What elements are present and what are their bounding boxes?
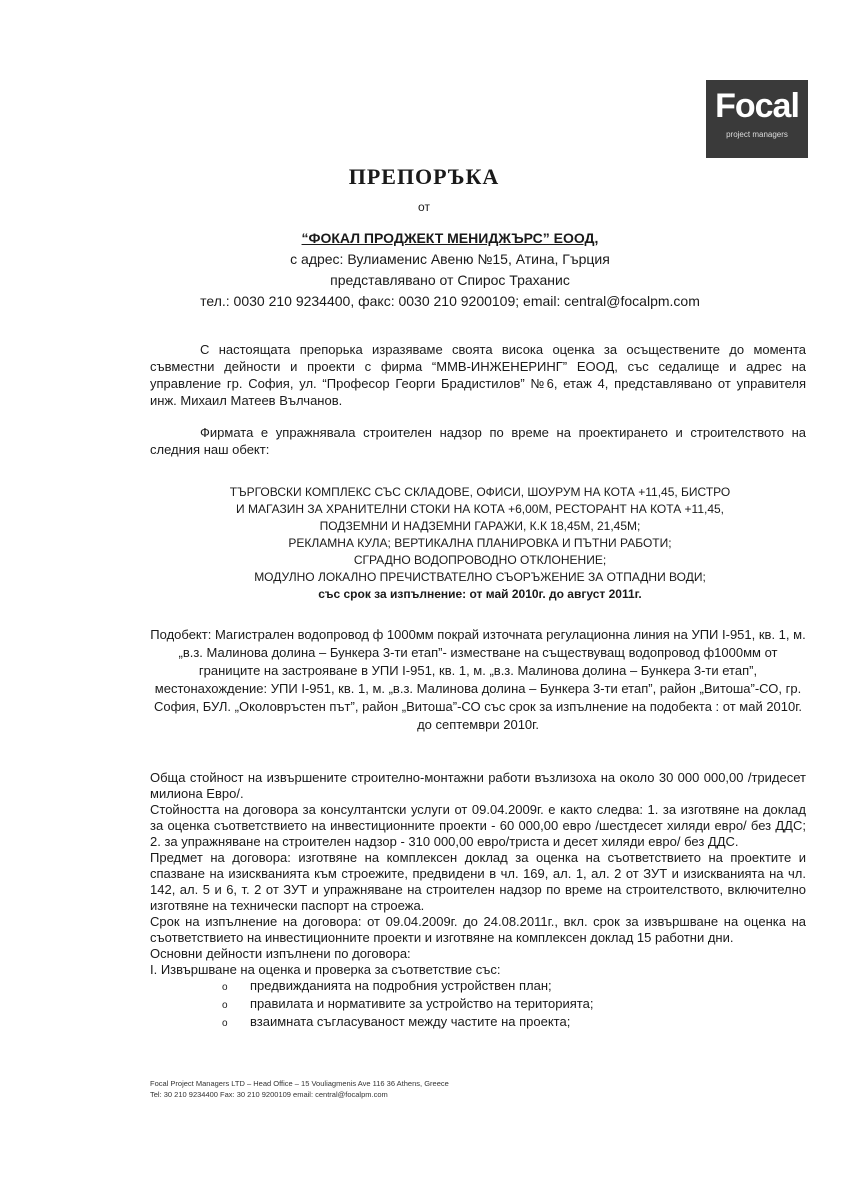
footer-contacts: Tel: 30 210 9234400 Fax: 30 210 9200109 email: central@focalpm.com: [150, 1090, 388, 1099]
total-value-paragraph: Обща стойност на извършените строително-монтажни работи възлизоха на около 30 000 000,00 /тридесет милиона Евро/.: [150, 770, 806, 801]
object-line: ПОДЗЕМНИ И НАДЗЕМНИ ГАРАЖИ, К.К 18,45М, 21,45М;: [319, 519, 641, 533]
list-item: [222, 978, 806, 996]
company-logo: [706, 80, 808, 158]
contract-term-paragraph: Срок на изпълнение на договора: от 09.04.2009г. до 24.08.2011г., вкл. срок за извършване на оценка на съответствието на инвестиционните проекти и изготвяне на комплексен доклад 15 работни дни.: [150, 914, 806, 945]
object-description: [180, 484, 780, 603]
sender-address: с адрес: Вулиаменис Авеню №15, Атина, Гърция: [290, 251, 610, 267]
object-line: СГРАДНО ВОДОПРОВОДНО ОТКЛОНЕНИЕ;: [353, 553, 607, 567]
footer-address: Focal Project Managers LTD – Head Office – 15 Vouliagmenis Ave 116 36 Athens, Greece: [150, 1079, 449, 1088]
letterhead-footer: [150, 1078, 806, 1100]
contract-value-paragraph: Стойността на договора за консултантски услуги от 09.04.2009г. е както следва: 1. за изготвяне на доклад за оценка съответствието на инвестиционните проекти - 60 000,00 евро /шестдесет хиляди евро/ без ДДС; 2. за упражняване на строителен надзор - 310 000,00 евро/триста и десет хиляди евро/ без ДДС.: [150, 802, 806, 849]
document-title: ПРЕПОРЪКА: [348, 164, 500, 189]
subobject-paragraph: Подобект: Магистрален водопровод ф 1000мм покрай източната регулационна линия на УПИ I-951, кв. 1, м. „в.з. Малинова долина – Бункера 3-ти етап”- изместване на съществуващ водопровод ф1000мм от границите на застрояване в УПИ I-951, кв. 1, м. „в.з. Малинова долина – Бункера 3-ти етап”, местонахождение: УПИ I-951, кв. 1, м. „в.з. Малинова долина – Бункера 3-ти етап”, район „Витоша”-СО, гр. София, БУЛ. „Околовръстен път”, район „Витоша”-СО със срок за изпълнение на подобекта : от май 2010г. до септември 2010г.: [150, 627, 806, 732]
from-label: от: [418, 200, 430, 214]
contract-subject-paragraph: Предмет на договора: изготвяне на комплексен доклад за оценка на съответствието на проектите и спазване на изискванията към строежите, предвидени в чл. 169, ал. 1, ал. 2 от ЗУТ и изискванията на чл. 142, ал. 5 и 6, т. 2 от ЗУТ и упражняване на строителен надзор по време на строителството, включително изготвяне на технически паспорт на строежа.: [150, 850, 806, 913]
supervision-paragraph: Фирмата е упражнявала строителен надзор по време на проектирането и строителството на следния наш обект:: [150, 425, 806, 457]
sender-company: “ФОКАЛ ПРОДЖЕКТ МЕНИДЖЪРС” ЕООД,: [301, 230, 599, 246]
bullet-text: взаимната съгласуваност между частите на проекта;: [250, 1014, 571, 1029]
sender-contacts: тел.: 0030 210 9234400, факс: 0030 210 9200109; email: central@focalpm.com: [200, 293, 700, 309]
object-line: ТЪРГОВСКИ КОМПЛЕКС СЪС СКЛАДОВЕ, ОФИСИ, ШОУРУМ НА КОТА +11,45, БИСТРО: [229, 485, 731, 499]
sender-representative: представлявано от Спирос Траханис: [330, 272, 570, 288]
object-line: МОДУЛНО ЛОКАЛНО ПРЕЧИСТВАТЕЛНО СЪОРЪЖЕНИЕ ЗА ОТПАДНИ ВОДИ;: [254, 570, 706, 584]
object-term: със срок за изпълнение: от май 2010г. до август 2011г.: [318, 587, 642, 601]
logo-subtitle: project managers: [726, 130, 788, 139]
list-item: [222, 996, 806, 1014]
contract-details: [150, 770, 806, 1032]
list-item: [222, 1014, 806, 1032]
object-line: РЕКЛАМНА КУЛА; ВЕРТИКАЛНА ПЛАНИРОВКА И ПЪТНИ РАБОТИ;: [288, 536, 672, 550]
bullet-text: предвижданията на подробния устройствен план;: [250, 978, 552, 993]
bullet-mark: o: [222, 1000, 228, 1011]
logo-word: Focal: [715, 87, 799, 125]
intro-paragraph: С настоящата препорька изразяваме своята висока оценка за осъществените до момента съвместни дейности и проекти с фирма “ММВ-ИНЖЕНЕРИНГ” ЕООД, със седалище и адрес на управление гр. София, ул. “Професор Георги Брадистилов” №6, етаж 4, представлявано от управителя инж. Михаил Матеев Вълчанов.: [150, 342, 806, 408]
activities-heading: Основни дейности изпълнени по договора:: [150, 946, 411, 961]
object-line: И МАГАЗИН ЗА ХРАНИТЕЛНИ СТОКИ НА КОТА +6,00М, РЕСТОРАНТ НА КОТА +11,45,: [235, 502, 725, 516]
sender-block: [160, 228, 740, 312]
bullet-list: [150, 978, 806, 1032]
bullet-text: правилата и нормативите за устройство на територията;: [250, 996, 594, 1011]
section-one-heading: I. Извършване на оценка и проверка за съответствие със:: [150, 962, 501, 977]
bullet-mark: o: [222, 982, 228, 993]
bullet-mark: o: [222, 1018, 228, 1029]
